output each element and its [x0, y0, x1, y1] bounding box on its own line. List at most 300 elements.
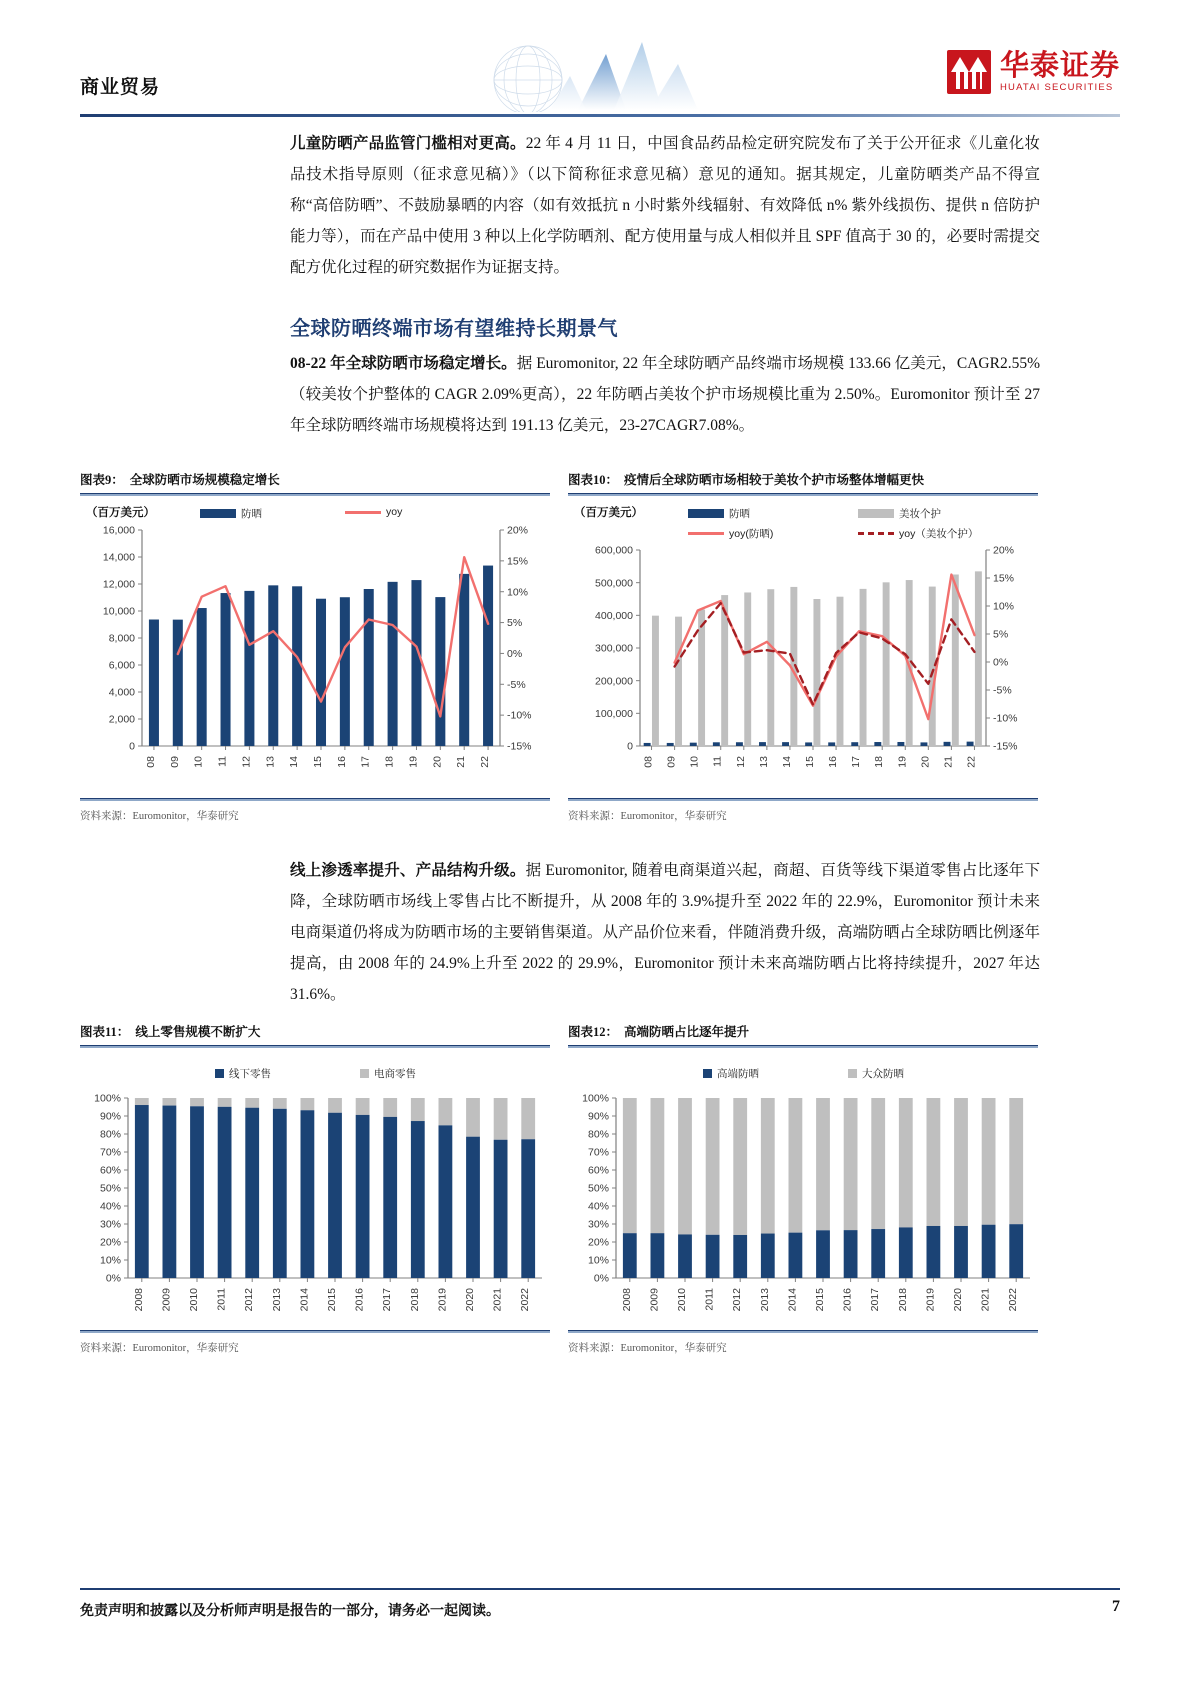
y-tick-label: 400,000 — [595, 609, 633, 622]
bar-电商零售-2009 — [163, 1098, 177, 1106]
exhibit-12 — [568, 1022, 1038, 1355]
x-tick-label: 2020 — [952, 1288, 964, 1312]
footer-divider — [80, 1588, 1120, 1590]
x-tick-label: 2020 — [464, 1288, 476, 1312]
bar-防晒-2018 — [874, 742, 881, 746]
section-heading-global-sunscreen-market: 全球防晒终端市场有望维持长期景气 — [290, 318, 618, 340]
exhibit-12-caption: 高端防晒占比逐年提升 — [624, 1025, 750, 1039]
y-tick-label: 100% — [94, 1092, 121, 1105]
exhibit-12-chart — [568, 1048, 1038, 1328]
exhibit-12-title — [568, 1022, 1038, 1045]
c10-svg — [568, 544, 1038, 792]
x-tick-label: 21 — [942, 756, 955, 768]
paragraph-1-lead: 儿童防晒产品监管门槛相对更高。 — [290, 135, 526, 152]
legend-label-beauty: 美妆个护 — [899, 508, 941, 520]
x-tick-label: 08 — [144, 756, 157, 768]
y-tick-label: 300,000 — [595, 642, 633, 655]
bar-大众防晒-2021 — [982, 1098, 996, 1225]
x-tick-label: 2011 — [703, 1288, 716, 1311]
exhibit-9-unit-label: （百万美元） — [86, 507, 155, 519]
bar-美妆个护-2017 — [860, 589, 867, 746]
bar-大众防晒-2017 — [871, 1098, 885, 1229]
legend-swatch-mass — [848, 1069, 857, 1078]
exhibit-12-number: 图表12： — [568, 1025, 619, 1039]
bar-美妆个护-2015 — [813, 599, 820, 746]
y-tick-label: 50% — [99, 1182, 121, 1195]
legend-swatch-ecommerce — [360, 1069, 369, 1078]
x-tick-label: 20 — [431, 756, 444, 768]
paragraph-online-penetration — [290, 855, 1040, 1010]
bar-电商零售-2013 — [273, 1098, 287, 1109]
exhibit-12-plot-area — [568, 1092, 1038, 1326]
bar-防晒-2020 — [435, 597, 445, 746]
y-tick-label: 40% — [99, 1200, 121, 1213]
bar-美妆个护-2020 — [929, 587, 936, 746]
bar-电商零售-2022 — [521, 1098, 535, 1139]
bar-美妆个护-2012 — [744, 592, 751, 746]
bar-防晒-2020 — [920, 742, 927, 746]
legend-label-yoy-sunscreen: yoy(防晒) — [729, 528, 774, 540]
x-tick-label: 2015 — [326, 1288, 338, 1312]
x-tick-label: 18 — [873, 756, 886, 768]
y-tick-label: 16,000 — [102, 524, 135, 537]
exhibit-12-legend-mass — [848, 1066, 904, 1081]
exhibit-10 — [568, 470, 1038, 823]
x-tick-label: 2013 — [758, 1288, 771, 1312]
bar-线下零售-2021 — [494, 1140, 508, 1278]
x-tick-label: 2016 — [353, 1288, 366, 1312]
exhibit-10-legend-sunscreen — [688, 506, 750, 521]
legend-label-ecommerce: 电商零售 — [374, 1068, 416, 1080]
bar-防晒-2009 — [173, 620, 183, 746]
c12-svg — [568, 1092, 1038, 1326]
x-tick-label: 2015 — [814, 1288, 826, 1312]
bar-防晒-2021 — [944, 742, 951, 746]
bar-电商零售-2018 — [411, 1098, 425, 1121]
x-tick-label: 10 — [688, 756, 701, 768]
x-tick-label: 12 — [240, 756, 253, 768]
x-tick-label: 10 — [192, 756, 205, 768]
bar-防晒-2015 — [805, 742, 812, 746]
exhibit-9-chart — [80, 496, 550, 796]
bar-大众防晒-2009 — [651, 1098, 665, 1233]
c9-svg — [80, 524, 550, 792]
x-tick-label: 2011 — [215, 1288, 228, 1311]
paragraph-children-sunscreen-regulation — [290, 128, 1040, 283]
x-tick-label: 11 — [216, 756, 229, 767]
bar-高端防晒-2008 — [623, 1233, 637, 1278]
exhibit-9-caption: 全球防晒市场规模稳定增长 — [129, 473, 280, 487]
bar-高端防晒-2021 — [982, 1225, 996, 1278]
paragraph-3-lead: 线上渗透率提升、产品结构升级。 — [290, 862, 526, 879]
bar-防晒-2019 — [411, 580, 421, 746]
header-divider — [80, 114, 1120, 117]
bar-高端防晒-2011 — [706, 1235, 720, 1278]
legend-swatch-bar-blue — [688, 509, 724, 518]
exhibit-9-number: 图表9： — [80, 473, 124, 487]
bar-线下零售-2015 — [328, 1113, 342, 1278]
legend-label-yoy: yoy — [386, 506, 403, 518]
bar-高端防晒-2014 — [789, 1233, 803, 1278]
x-tick-label: 2008 — [132, 1288, 145, 1312]
x-tick-label: 2013 — [270, 1288, 283, 1312]
paragraph-market-growth — [290, 348, 1040, 441]
x-tick-label: 2014 — [298, 1288, 311, 1312]
huatai-logo-en: HUATAI SECURITIES — [999, 82, 1114, 94]
y-tick-label: 30% — [587, 1218, 609, 1231]
exhibit-9-title — [80, 470, 550, 493]
x-tick-label: 2012 — [243, 1288, 256, 1312]
x-tick-label: 2017 — [869, 1288, 882, 1312]
exhibit-11-number: 图表11： — [80, 1025, 130, 1039]
x-tick-label: 2017 — [381, 1288, 394, 1312]
x-tick-label: 17 — [359, 756, 372, 768]
page-number: 7 — [1112, 1598, 1120, 1615]
y2-tick-label: 10% — [993, 600, 1015, 613]
exhibit-10-legend-beauty — [858, 506, 941, 521]
x-tick-label: 2010 — [188, 1288, 200, 1312]
x-tick-label: 17 — [850, 756, 863, 768]
y2-tick-label: -15% — [993, 740, 1018, 753]
bar-美妆个护-2009 — [675, 617, 682, 746]
legend-label-sunscreen: 防晒 — [729, 508, 750, 520]
x-tick-label: 2019 — [436, 1288, 449, 1312]
bar-防晒-2022 — [967, 742, 974, 746]
c11-svg — [80, 1092, 550, 1326]
y-tick-label: 40% — [587, 1200, 609, 1213]
x-tick-label: 18 — [383, 756, 396, 768]
y2-tick-label: 5% — [507, 617, 523, 630]
bar-防晒-2016 — [828, 742, 835, 746]
bar-高端防晒-2013 — [761, 1234, 775, 1278]
bar-线下零售-2009 — [163, 1106, 177, 1278]
y2-tick-label: 20% — [507, 524, 529, 537]
y2-tick-label: 10% — [507, 586, 529, 599]
x-tick-label: 2008 — [620, 1288, 633, 1312]
bar-美妆个护-2013 — [767, 589, 774, 746]
y2-tick-label: -5% — [993, 684, 1012, 697]
y-tick-label: 2,000 — [108, 713, 135, 726]
exhibit-10-legend-yoy-beauty — [858, 526, 978, 541]
y-tick-label: 8,000 — [108, 632, 135, 645]
bar-美妆个护-2010 — [698, 609, 705, 746]
bar-大众防晒-2022 — [1009, 1098, 1023, 1224]
bar-线下零售-2022 — [521, 1139, 535, 1278]
y-tick-label: 200,000 — [595, 675, 633, 688]
bar-线下零售-2011 — [218, 1107, 232, 1278]
exhibit-10-unit-label: （百万美元） — [574, 507, 643, 519]
bar-防晒-2013 — [268, 585, 278, 746]
bar-高端防晒-2018 — [899, 1227, 913, 1278]
bar-线下零售-2008 — [135, 1105, 149, 1278]
huatai-logo — [947, 50, 1120, 94]
bar-线下零售-2010 — [190, 1106, 204, 1278]
x-tick-label: 15 — [804, 756, 816, 768]
bar-电商零售-2020 — [466, 1098, 480, 1137]
y2-tick-label: -10% — [507, 709, 532, 722]
bar-电商零售-2014 — [301, 1098, 315, 1110]
bar-大众防晒-2020 — [954, 1098, 968, 1226]
bar-防晒-2011 — [713, 742, 720, 746]
y-tick-label: 20% — [587, 1236, 609, 1249]
legend-label-yoy-beauty: yoy（美妆个护） — [899, 528, 979, 540]
y2-tick-label: 0% — [507, 648, 523, 661]
y-tick-label: 50% — [587, 1182, 609, 1195]
x-tick-label: 15 — [312, 756, 324, 768]
bar-防晒-2011 — [221, 593, 231, 746]
page-header-title: 商业贸易 — [80, 77, 161, 98]
x-tick-label: 19 — [407, 756, 420, 768]
bar-大众防晒-2015 — [816, 1098, 830, 1230]
exhibit-11-chart — [80, 1048, 550, 1328]
bar-大众防晒-2018 — [899, 1098, 913, 1227]
exhibit-9-legend-yoy — [345, 506, 402, 518]
legend-label-offline: 线下零售 — [229, 1068, 271, 1080]
x-tick-label: 08 — [642, 756, 655, 768]
huatai-logo-mark — [947, 50, 991, 94]
bar-线下零售-2018 — [411, 1121, 425, 1278]
legend-swatch-premium — [703, 1069, 712, 1078]
bar-电商零售-2021 — [494, 1098, 508, 1140]
bar-防晒-2008 — [149, 620, 159, 746]
x-tick-label: 12 — [734, 756, 747, 768]
y-tick-label: 10,000 — [102, 605, 135, 618]
bar-电商零售-2010 — [190, 1098, 204, 1106]
exhibit-11-plot-area — [80, 1092, 550, 1326]
bar-防晒-2022 — [483, 566, 493, 746]
x-tick-label: 2021 — [491, 1288, 504, 1312]
bar-大众防晒-2011 — [706, 1098, 720, 1235]
bar-防晒-2017 — [851, 742, 858, 746]
bar-美妆个护-2018 — [883, 582, 890, 746]
bar-防晒-2017 — [364, 589, 374, 746]
bar-线下零售-2014 — [301, 1110, 315, 1278]
bar-线下零售-2012 — [245, 1108, 259, 1278]
y-tick-label: 0% — [105, 1272, 121, 1285]
y2-tick-label: -10% — [993, 712, 1018, 725]
x-tick-label: 2009 — [648, 1288, 661, 1312]
exhibit-10-plot-area — [568, 544, 1038, 792]
header-decorative-graphic — [410, 32, 790, 112]
exhibit-9-plot-area — [80, 524, 550, 792]
exhibit-11-caption: 线上零售规模不断扩大 — [135, 1025, 261, 1039]
legend-swatch-line — [345, 511, 381, 514]
bar-高端防晒-2020 — [954, 1226, 968, 1278]
bar-防晒-2010 — [197, 608, 207, 746]
x-tick-label: 13 — [264, 756, 277, 768]
bar-高端防晒-2010 — [678, 1234, 692, 1278]
y-tick-label: 80% — [99, 1128, 121, 1141]
bar-防晒-2014 — [782, 742, 789, 746]
legend-label-sunscreen: 防晒 — [241, 508, 262, 520]
y-tick-label: 0 — [129, 740, 135, 753]
bar-电商零售-2015 — [328, 1098, 342, 1113]
y2-tick-label: 15% — [507, 555, 529, 568]
y-tick-label: 60% — [587, 1164, 609, 1177]
y2-tick-label: 20% — [993, 544, 1015, 557]
x-tick-label: 11 — [711, 756, 724, 767]
x-tick-label: 2010 — [676, 1288, 688, 1312]
x-tick-label: 2019 — [924, 1288, 937, 1312]
x-tick-label: 16 — [335, 756, 348, 768]
bar-线下零售-2020 — [466, 1137, 480, 1278]
legend-swatch-line-pink — [688, 532, 724, 535]
bar-防晒-2019 — [897, 742, 904, 746]
exhibit-9 — [80, 470, 550, 823]
bar-美妆个护-2021 — [952, 575, 959, 747]
exhibit-9-legend-sunscreen — [200, 506, 262, 521]
bar-防晒-2021 — [459, 574, 469, 746]
x-tick-label: 14 — [288, 756, 301, 768]
bar-电商零售-2008 — [135, 1098, 149, 1105]
x-tick-label: 2018 — [896, 1288, 909, 1312]
huatai-logo-cn: 华泰证券 — [999, 49, 1120, 82]
exhibit-9-source: 资料来源：Euromonitor，华泰研究 — [80, 811, 239, 822]
y-tick-label: 10% — [587, 1254, 609, 1267]
page-header — [80, 40, 1120, 118]
y-tick-label: 80% — [587, 1128, 609, 1141]
paragraph-2-body: 据 Euromonitor, 22 年全球防晒产品终端市场规模 133.66 亿美元，CAGR2.55%（较美妆个护整体的 CAGR 2.09%更高），22 年防晒占美妆个护市场规模比重为 2.50%。Euromonitor 预计至 27 年全球防晒终端市场规模将达到 191.13 亿美元，23-27CAGR7.08%。 — [290, 355, 1040, 434]
bar-防晒-2008 — [644, 743, 651, 746]
x-tick-label: 2018 — [408, 1288, 421, 1312]
y2-tick-label: -5% — [507, 678, 526, 691]
y-tick-label: 70% — [99, 1146, 121, 1159]
y-tick-label: 90% — [587, 1110, 609, 1123]
bar-大众防晒-2019 — [927, 1098, 941, 1226]
exhibit-10-number: 图表10： — [568, 473, 619, 487]
x-tick-label: 09 — [665, 756, 678, 768]
bar-线下零售-2019 — [439, 1125, 453, 1278]
legend-swatch-line-dashed — [858, 532, 894, 535]
y-tick-label: 6,000 — [108, 659, 135, 672]
bar-线下零售-2016 — [356, 1115, 370, 1278]
x-tick-label: 2016 — [841, 1288, 854, 1312]
x-tick-label: 09 — [168, 756, 181, 768]
bar-防晒-2016 — [340, 597, 350, 746]
x-tick-label: 2022 — [519, 1288, 532, 1312]
bar-高端防晒-2017 — [871, 1229, 885, 1278]
exhibit-10-title — [568, 470, 1038, 493]
bar-高端防晒-2015 — [816, 1230, 830, 1278]
exhibit-10-source: 资料来源：Euromonitor，华泰研究 — [568, 811, 727, 822]
y-tick-label: 14,000 — [102, 551, 135, 564]
bar-电商零售-2012 — [245, 1098, 259, 1108]
y-tick-label: 90% — [99, 1110, 121, 1123]
y-tick-label: 100,000 — [595, 707, 633, 720]
exhibit-11 — [80, 1022, 550, 1355]
bar-高端防晒-2019 — [927, 1226, 941, 1278]
bar-防晒-2015 — [316, 599, 326, 746]
bar-美妆个护-2008 — [652, 616, 659, 746]
x-tick-label: 13 — [757, 756, 770, 768]
bar-电商零售-2011 — [218, 1098, 232, 1107]
legend-swatch-offline — [215, 1069, 224, 1078]
x-tick-label: 21 — [455, 756, 468, 768]
bar-美妆个护-2016 — [837, 597, 844, 746]
x-tick-label: 22 — [965, 756, 978, 768]
x-tick-label: 2014 — [786, 1288, 799, 1312]
bar-高端防晒-2009 — [651, 1233, 665, 1278]
x-tick-label: 2021 — [979, 1288, 992, 1312]
bar-大众防晒-2012 — [733, 1098, 747, 1235]
bar-防晒-2009 — [667, 743, 674, 746]
bar-高端防晒-2012 — [733, 1235, 747, 1278]
bar-大众防晒-2010 — [678, 1098, 692, 1234]
bar-线下零售-2013 — [273, 1109, 287, 1278]
x-tick-label: 14 — [780, 756, 793, 768]
legend-label-premium: 高端防晒 — [717, 1068, 759, 1080]
legend-swatch-bar — [200, 509, 236, 518]
bar-防晒-2013 — [759, 742, 766, 746]
y2-tick-label: -15% — [507, 740, 532, 753]
paragraph-1-body: 22 年 4 月 11 日，中国食品药品检定研究院发布了关于公开征求《儿童化妆品技术指导原则（征求意见稿）》（以下简称征求意见稿）意见的通知。据其规定，儿童防晒类产品不得宣称“高倍防晒”、不鼓励暴晒的内容（如有效抵抗 n 小时紫外线辐射、有效降低 n% 紫外线损伤、提供 n 倍防护能力等），而在产品中使用 3 种以上化学防晒剂、配方使用量与成人相似并且 SPF 值高于 30 的，必要时需提交配方优化过程的研究数据作为证据支持。 — [290, 135, 1040, 276]
bar-防晒-2018 — [388, 582, 398, 746]
bar-电商零售-2016 — [356, 1098, 370, 1115]
paragraph-2-lead: 08-22 年全球防晒市场稳定增长。 — [290, 355, 517, 372]
bar-大众防晒-2013 — [761, 1098, 775, 1234]
x-tick-label: 16 — [827, 756, 840, 768]
x-tick-label: 2009 — [160, 1288, 173, 1312]
y-tick-label: 0% — [593, 1272, 609, 1285]
y-tick-label: 500,000 — [595, 577, 633, 590]
y2-tick-label: 0% — [993, 656, 1009, 669]
y2-tick-label: 15% — [993, 572, 1015, 585]
y-tick-label: 12,000 — [102, 578, 135, 591]
exhibit-12-source: 资料来源：Euromonitor，华泰研究 — [568, 1343, 727, 1354]
legend-label-mass: 大众防晒 — [862, 1068, 904, 1080]
bar-高端防晒-2016 — [844, 1230, 858, 1278]
bar-大众防晒-2014 — [789, 1098, 803, 1233]
bar-美妆个护-2022 — [975, 571, 982, 746]
bar-大众防晒-2016 — [844, 1098, 858, 1230]
bar-高端防晒-2022 — [1009, 1224, 1023, 1278]
legend-swatch-bar-gray — [858, 509, 894, 518]
y2-tick-label: 5% — [993, 628, 1009, 641]
y-tick-label: 70% — [587, 1146, 609, 1159]
x-tick-label: 20 — [919, 756, 932, 768]
y-tick-label: 30% — [99, 1218, 121, 1231]
bar-电商零售-2019 — [439, 1098, 453, 1125]
y-tick-label: 60% — [99, 1164, 121, 1177]
paragraph-3-body: 据 Euromonitor, 随着电商渠道兴起，商超、百货等线下渠道零售占比逐年下降，全球防晒市场线上零售占比不断提升，从 2008 年的 3.9%提升至 2022 年的 22.9%，Euromonitor 预计未来电商渠道仍将成为防晒市场的主要销售渠道。从产品价位来看，伴随消费升级，高端防晒占全球防晒比例逐年提高，由 2008 年的 24.9%上升至 2022 的 29.9%，Euromonitor 预计未来高端防晒占比将持续提升，2027 年达 31.6%。 — [290, 862, 1040, 1003]
y-tick-label: 4,000 — [108, 686, 135, 699]
y-tick-label: 10% — [99, 1254, 121, 1267]
x-tick-label: 2022 — [1007, 1288, 1020, 1312]
bar-防晒-2012 — [736, 742, 743, 746]
x-tick-label: 2012 — [731, 1288, 744, 1312]
exhibit-10-legend-yoy-sunscreen — [688, 526, 773, 541]
y-tick-label: 0 — [627, 740, 633, 753]
exhibit-12-legend-premium — [703, 1066, 759, 1081]
exhibit-11-source: 资料来源：Euromonitor，华泰研究 — [80, 1343, 239, 1354]
exhibit-10-chart — [568, 496, 1038, 796]
bar-大众防晒-2008 — [623, 1098, 637, 1233]
footer-disclaimer: 免责声明和披露以及分析师声明是报告的一部分，请务必一起阅读。 — [80, 1604, 500, 1619]
x-tick-label: 22 — [479, 756, 492, 768]
y-tick-label: 20% — [99, 1236, 121, 1249]
exhibit-10-caption: 疫情后全球防晒市场相较于美妆个护市场整体增幅更快 — [624, 473, 925, 487]
y-tick-label: 600,000 — [595, 544, 633, 557]
exhibit-11-legend-offline — [215, 1066, 271, 1081]
x-tick-label: 19 — [896, 756, 909, 768]
exhibit-11-title — [80, 1022, 550, 1045]
bar-电商零售-2017 — [383, 1098, 397, 1117]
bar-防晒-2010 — [690, 743, 697, 746]
bar-线下零售-2017 — [383, 1117, 397, 1278]
exhibit-11-legend-ecommerce — [360, 1066, 416, 1081]
bar-防晒-2012 — [244, 591, 254, 746]
y-tick-label: 100% — [582, 1092, 609, 1105]
